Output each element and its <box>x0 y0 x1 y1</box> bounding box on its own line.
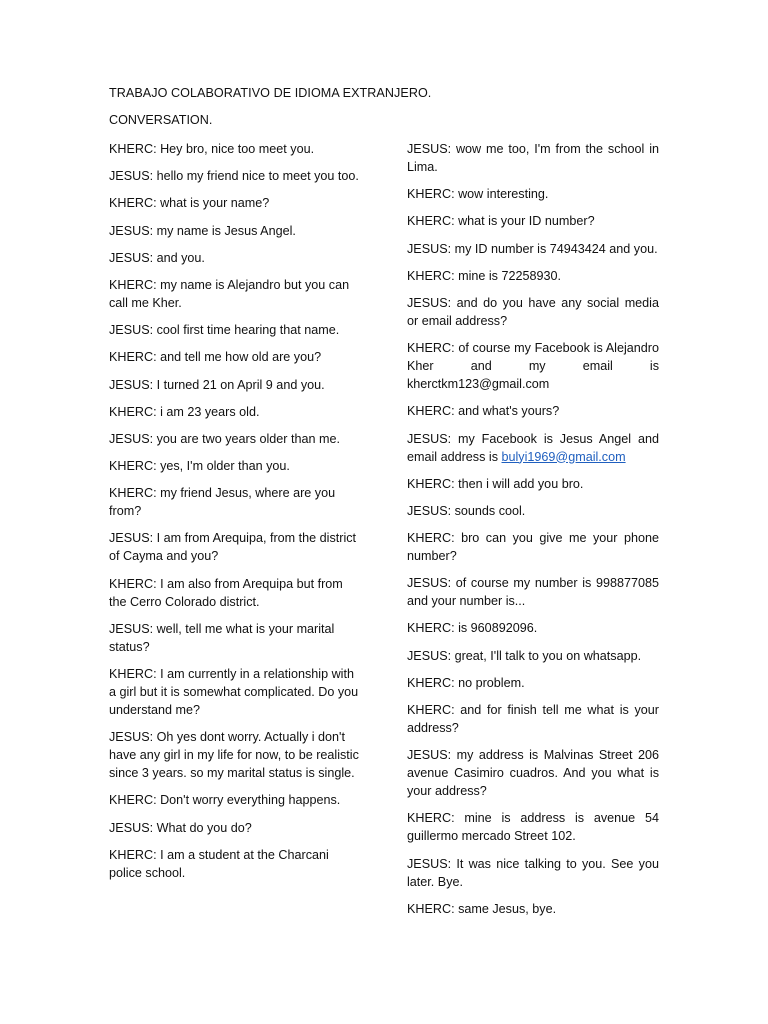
dialogue-line: JESUS: my ID number is 74943424 and you. <box>407 241 658 256</box>
dialogue-line: JESUS: great, I'll talk to you on whatsapp. <box>407 648 642 663</box>
dialogue-line: JESUS: and do you have any social media or email address? <box>407 295 659 328</box>
dialogue-line: KHERC: I am also from Arequipa but from the Cerro Colorado district. <box>109 576 343 609</box>
dialogue-line: KHERC: my name is Alejandro but you can call me Kher. <box>109 277 350 310</box>
dialogue-line: KHERC: wow interesting. <box>407 187 549 202</box>
dialogue-line: KHERC: same Jesus, bye. <box>407 901 557 916</box>
dialogue-line: JESUS: What do you do? <box>109 820 252 835</box>
dialogue-line: KHERC: Don't worry everything happens. <box>109 793 341 808</box>
dialogue-line: JESUS: and you. <box>109 250 205 265</box>
dialogue-line: JESUS: of course my number is 998877085 and your number is... <box>407 576 659 609</box>
dialogue-line: KHERC: and tell me how old are you? <box>109 350 322 365</box>
dialogue-line: JESUS: sounds cool. <box>407 503 526 518</box>
dialogue-line: KHERC: what is your ID number? <box>407 214 595 229</box>
right-column <box>407 140 659 927</box>
dialogue-line: JESUS: I am from Arequipa, from the district of Cayma and you? <box>109 531 357 564</box>
dialogue-text: JESUS: my Facebook is Jesus Angel and email address is <box>407 431 659 464</box>
document-title: TRABAJO COLABORATIVO DE IDIOMA EXTRANJERO. <box>109 86 432 100</box>
dialogue-line: KHERC: I am currently in a relationship with a girl but it is somewhat complicated. Do you understand me? <box>109 667 359 717</box>
dialogue-line: JESUS: well, tell me what is your marital status? <box>109 621 335 654</box>
dialogue-line: JESUS: It was nice talking to you. See you later. Bye. <box>407 856 659 889</box>
dialogue-line: KHERC: mine is 72258930. <box>407 268 562 283</box>
dialogue-line: KHERC: and for finish tell me what is your address? <box>407 703 659 735</box>
dialogue-line: JESUS: Oh yes dont worry. Actually i don't have any girl in my life for now, to be realistic since 3 years. so my marital status is single. <box>109 730 359 781</box>
dialogue-line: KHERC: yes, I'm older than you. <box>109 459 290 474</box>
dialogue-line: KHERC: i am 23 years old. <box>109 404 260 419</box>
dialogue-line: KHERC: Hey bro, nice too meet you. <box>109 142 315 156</box>
dialogue-line: KHERC: my friend Jesus, where are you from? <box>109 486 336 519</box>
dialogue-line: KHERC: what is your name? <box>109 196 270 211</box>
dialogue-line: JESUS: hello my friend nice to meet you too. <box>109 169 359 184</box>
dialogue-line: KHERC: bro can you give me your phone number? <box>407 531 659 564</box>
dialogue-line: KHERC: no problem. <box>407 675 525 690</box>
dialogue-line: JESUS: wow me too, I'm from the school in Lima. <box>407 142 659 174</box>
dialogue-line: KHERC: and what's yours? <box>407 404 560 419</box>
dialogue-line: KHERC: of course my Facebook is Alejandro Kher and my email is kherctkm123@gmail.com <box>407 341 659 392</box>
document-subtitle: CONVERSATION. <box>109 113 213 127</box>
dialogue-line: JESUS: my address is Malvinas Street 206 avenue Casimiro cuadros. And you what is your address? <box>407 748 659 799</box>
dialogue-line: KHERC: is 960892096. <box>407 621 538 636</box>
dialogue-line: KHERC: mine is address is avenue 54 guillermo mercado Street 102. <box>407 811 659 844</box>
dialogue-line: JESUS: cool first time hearing that name. <box>109 323 340 338</box>
dialogue-line: JESUS: my name is Jesus Angel. <box>109 223 296 238</box>
dialogue-line: JESUS: you are two years older than me. <box>109 431 340 446</box>
email-link[interactable]: bulyi1969@gmail.com <box>501 449 626 464</box>
dialogue-line: KHERC: I am a student at the Charcani police school. <box>109 847 329 880</box>
dialogue-line: JESUS: I turned 21 on April 9 and you. <box>109 377 325 392</box>
left-column <box>109 140 361 891</box>
dialogue-line: KHERC: then i will add you bro. <box>407 476 584 491</box>
dialogue-line-with-link <box>407 430 659 466</box>
